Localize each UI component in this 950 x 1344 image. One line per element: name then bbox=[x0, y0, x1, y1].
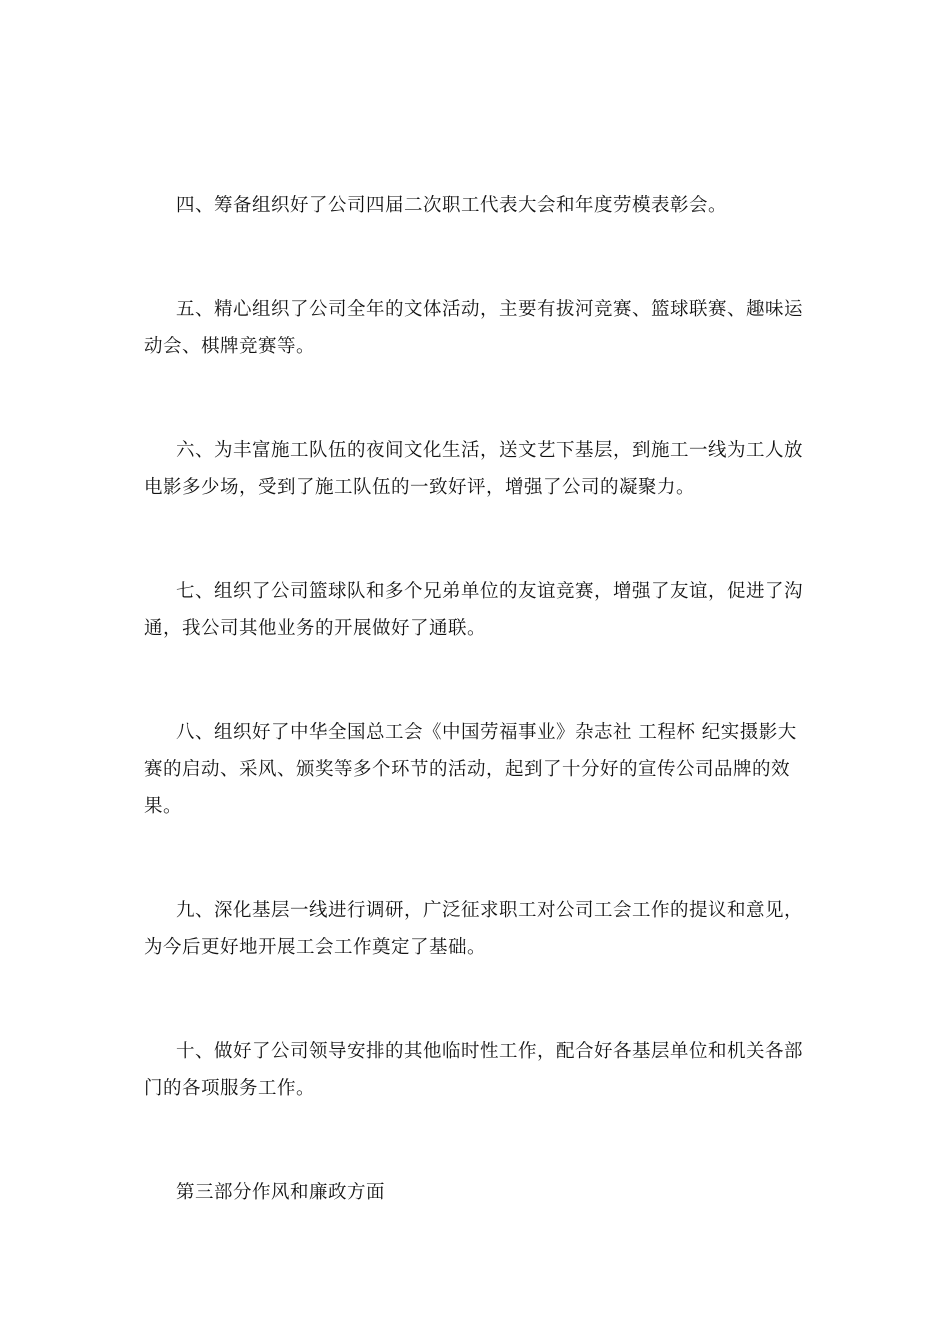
paragraph-item-10: 十、做好了公司领导安排的其他临时性工作，配合好各基层单位和机关各部门的各项服务工作。 bbox=[144, 1041, 804, 1099]
paragraph-item-9: 九、深化基层一线进行调研，广泛征求职工对公司工会工作的提议和意见，为今后更好地开展工会工作奠定了基础。 bbox=[144, 900, 804, 958]
section-heading: 第三部分作风和廉政方面 bbox=[176, 1182, 386, 1203]
paragraph-item-7: 七、组织了公司篮球队和多个兄弟单位的友谊竞赛，增强了友谊，促进了沟通，我公司其他业务的开展做好了通联。 bbox=[144, 581, 804, 639]
paragraph-item-6: 六、为丰富施工队伍的夜间文化生活，送文艺下基层，到施工一线为工人放电影多少场，受到了施工队伍的一致好评，增强了公司的凝聚力。 bbox=[144, 440, 804, 498]
paragraph-item-4: 四、筹备组织好了公司四届二次职工代表大会和年度劳模表彰会。 bbox=[176, 195, 728, 216]
paragraph-item-5: 五、精心组织了公司全年的文体活动，主要有拔河竞赛、篮球联赛、趣味运动会、棋牌竞赛等。 bbox=[144, 299, 804, 357]
paragraph-item-8: 八、组织好了中华全国总工会《中国劳福事业》杂志社 工程杯 纪实摄影大赛的启动、采风、颁奖等多个环节的活动，起到了十分好的宣传公司品牌的效果。 bbox=[144, 722, 797, 817]
